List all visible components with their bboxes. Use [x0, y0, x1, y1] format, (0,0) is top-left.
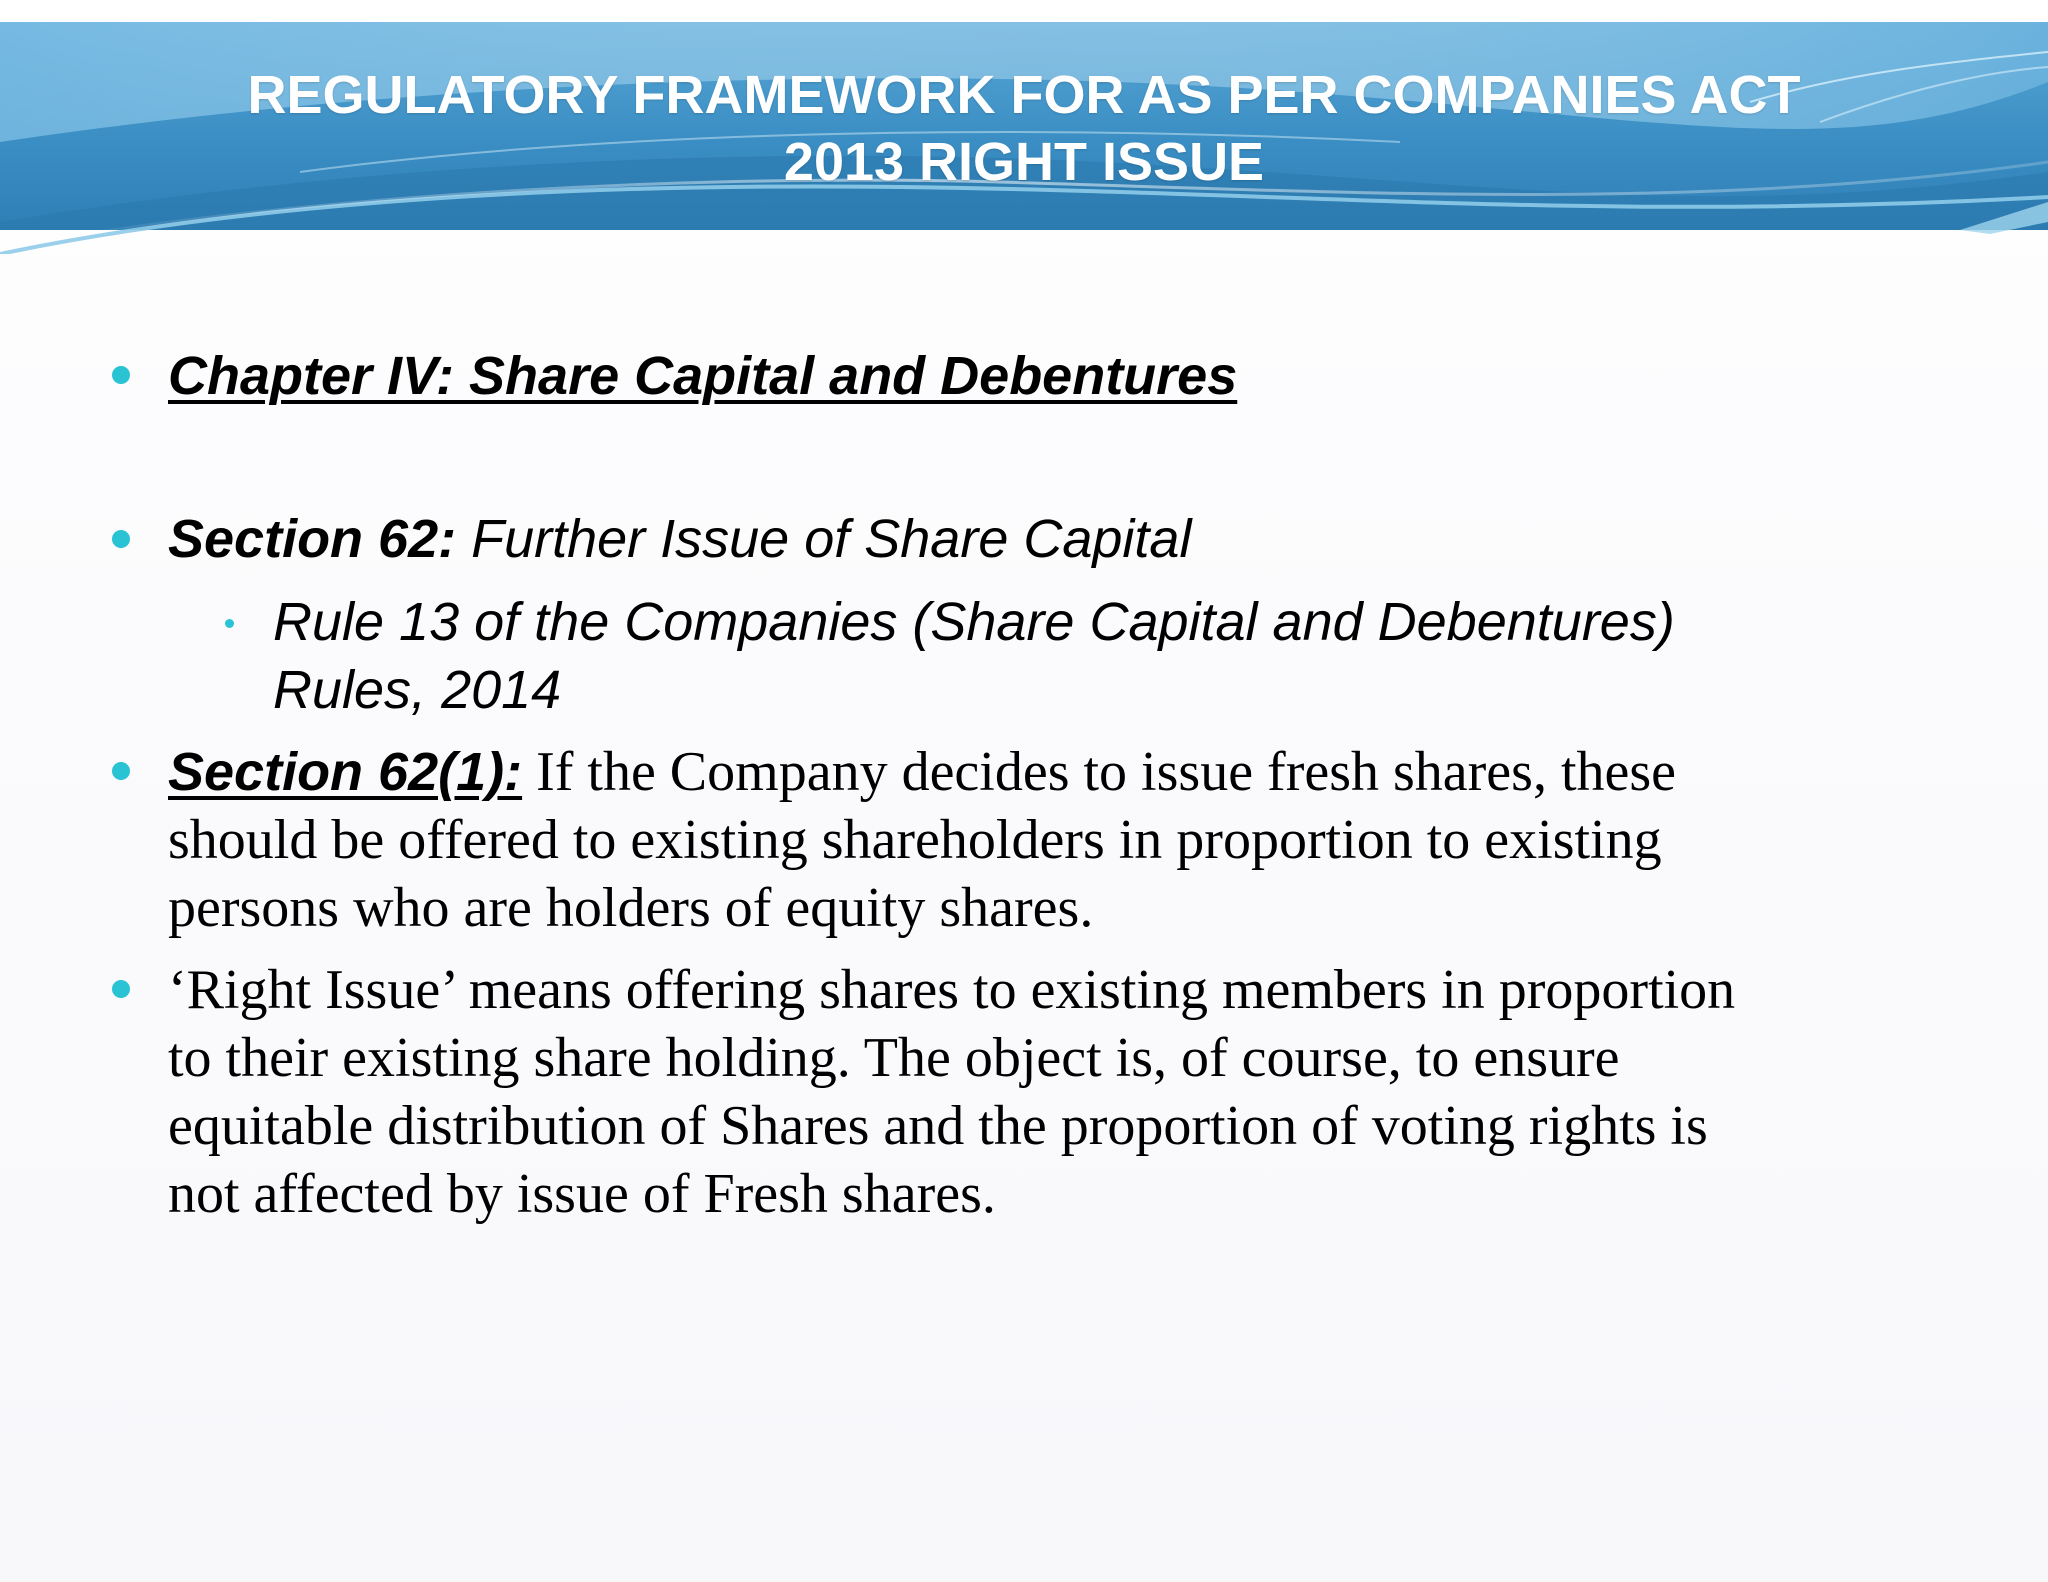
- right-issue-line-4: not affected by issue of Fresh shares.: [168, 1163, 996, 1225]
- section-62-1-line-3: persons who are holders of equity shares.: [168, 877, 1094, 939]
- bullet-marker: [112, 530, 130, 548]
- section-62-1-line-2: should be offered to existing shareholders in proportion to existing: [168, 809, 1662, 871]
- section-62-line: [168, 505, 1191, 573]
- right-issue-line-2: to their existing share holding. The object is, of course, to ensure: [168, 1027, 1620, 1089]
- section-62-1-text: If the Company decides to issue fresh shares, these: [522, 741, 1676, 803]
- section-62-1-label: Section 62(1):: [168, 742, 523, 802]
- slide-title-line-2: 2013 RIGHT ISSUE: [783, 132, 1265, 192]
- rule-13-line-2: Rules, 2014: [273, 660, 562, 720]
- bullet-marker: [112, 980, 130, 998]
- sub-bullet-marker: [225, 619, 234, 628]
- bullet-marker: [112, 762, 130, 780]
- section-62-text: Further Issue of Share Capital: [456, 509, 1192, 569]
- rule-13-line-1: Rule 13 of the Companies (Share Capital and Debentures): [273, 592, 1675, 652]
- chapter-heading: Chapter IV: Share Capital and Debentures: [168, 346, 1238, 406]
- bullet-marker: [112, 366, 130, 384]
- slide-title-line-1: REGULATORY FRAMEWORK FOR AS PER COMPANIES ACT: [247, 65, 1801, 125]
- right-issue-line-3: equitable distribution of Shares and the proportion of voting rights is: [168, 1095, 1708, 1157]
- right-issue-line-1: ‘Right Issue’ means offering shares to existing members in proportion: [168, 959, 1736, 1021]
- section-62-label: Section 62:: [168, 509, 457, 569]
- section-62-1-line-1: [168, 738, 1676, 806]
